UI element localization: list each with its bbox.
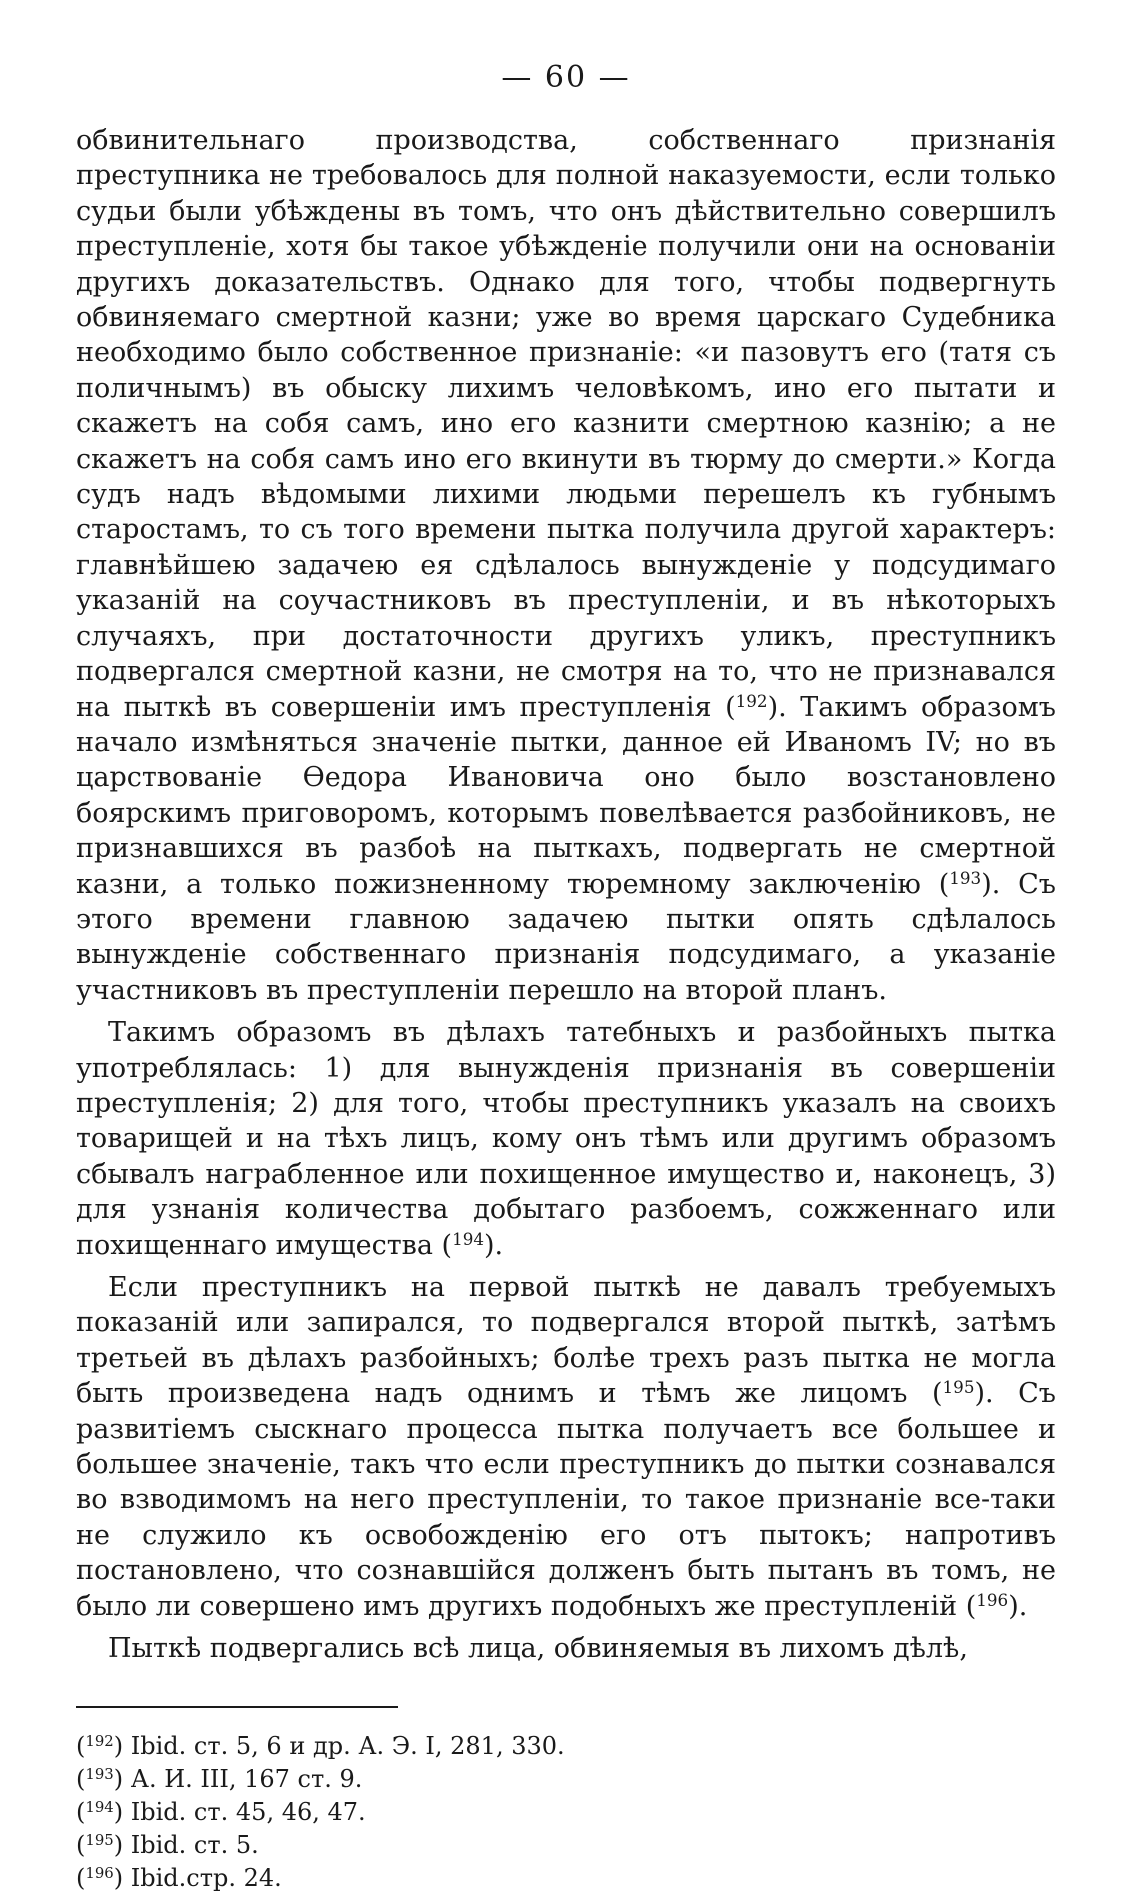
footnote-196: ($^{196}$) Ibid.стр. 24.	[76, 1864, 282, 1893]
paragraph-3-text-a: Если преступникъ на первой пыткѣ не давалъ требуемыхъ показаній или запирался, то подвергался второй пыткѣ, затѣмъ третьей въ дѣлахъ разбойныхъ; болѣе трехъ разъ пытка не могла быть произведена надъ однимъ и тѣмъ же лицомъ (	[76, 1272, 1056, 1410]
footnote-text: Ibid. ст. 45, 46, 47.	[130, 1798, 366, 1827]
footnote-number: 195	[85, 1831, 114, 1850]
footnote-194: ($^{194}$) Ibid. ст. 45, 46, 47.	[76, 1798, 366, 1827]
paragraph-1	[76, 123, 1056, 1008]
paragraph-3-text-c: ).	[1008, 1590, 1028, 1622]
footnote-divider	[76, 1706, 398, 1708]
footnote-192: ($^{192}$) Ibid. ст. 5, 6 и др. А. Э. I, 281, 330.	[76, 1732, 565, 1761]
footnote-number: 192	[85, 1732, 114, 1751]
page-number: — 60 —	[501, 60, 631, 95]
footnote-ref-192[interactable]: 192	[735, 690, 768, 711]
footnote-193: ($^{193}$) А. И. III, 167 ст. 9.	[76, 1765, 363, 1794]
footnote-number: 196	[85, 1864, 114, 1883]
paragraph-3-text-b: ). Съ развитіемъ сыскнаго процесса пытка получаетъ все большее и большее значеніе, такъ что если преступникъ до пытки сознавался во взводимомъ на него преступленіи, то такое признаніе все-таки не служило къ освобожденію его отъ пытокъ; напротивъ постановлено, что сознавшійся долженъ быть пытанъ въ томъ, не было ли совершено имъ другихъ подобныхъ же преступленій (	[76, 1378, 1056, 1622]
footnote-text: Ibid. ст. 5, 6 и др. А. Э. I, 281, 330.	[130, 1732, 565, 1761]
book-page	[76, 60, 1056, 1895]
paragraph-2-text-b: ).	[484, 1229, 504, 1261]
paragraph-1-text-b: ). Такимъ образомъ начало измѣняться значеніе пытки, данное ей Иваномъ IV; но въ царствованіе Өедора Ивановича оно было возстановлено боярскимъ приговоромъ, которымъ повелѣвается разбойниковъ, не признавшихся въ разбоѣ на пыткахъ, подвергать не смертной казни, а только пожизненному тюремному заключенію (	[76, 691, 1056, 900]
paragraph-1-text-a: обвинительнаго производства, собственнаго признанія преступника не требовалось для полной наказуемости, если только судьи были убѣждены въ томъ, что онъ дѣйствительно совершилъ преступленіе, хотя бы такое убѣжденіе получили они на основаніи другихъ доказательствъ. Однако для того, чтобы подвергнуть обвиняемаго смертной казни; уже во время царскаго Судебника необходимо было собственное признаніе: «и пазовутъ его (татя съ поличнымъ) въ обыску лихимъ человѣкомъ, ино его пытати и скажетъ на собя самъ, ино его казнити смертною казнію; а не скажетъ на собя самъ ино его вкинути въ тюрму до смерти.» Когда судъ надъ вѣдомыми лихими людьми перешелъ къ губнымъ старостамъ, то съ того времени пытка получила другой характеръ: главнѣйшею задачею ея сдѣлалось вынужденіе у подсудимаго указаній на соучастниковъ въ преступленіи, и въ нѣкоторыхъ случаяхъ, при достаточности другихъ уликъ, преступникъ подвергался смертной казни, не смотря на то, что не признавался на пыткѣ въ совершеніи имъ преступленія (	[76, 125, 1056, 723]
footnote-ref-195[interactable]: 195	[942, 1377, 975, 1398]
footnote-number: 194	[85, 1798, 114, 1817]
paragraph-3	[76, 1270, 1056, 1624]
footnote-text: А. И. III, 167 ст. 9.	[130, 1765, 363, 1794]
paragraph-4: Пыткѣ подвергались всѣ лица, обвиняемыя въ лихомъ дѣлѣ,	[108, 1633, 968, 1665]
footnote-ref-196[interactable]: 196	[976, 1589, 1009, 1610]
paragraph-2	[76, 1015, 1056, 1263]
footnote-number: 193	[85, 1765, 114, 1784]
paragraph-2-text-a: Такимъ образомъ въ дѣлахъ татебныхъ и разбойныхъ пытка употреблялась: 1) для вынужденія признанія въ совершеніи преступленія; 2) для того, чтобы преступникъ указалъ на своихъ товарищей и на тѣхъ лицъ, кому онъ тѣмъ или другимъ образомъ сбывалъ награбленное или похищенное имущество и, наконецъ, 3) для узнанія количества добытаго разбоемъ, сожженнаго или похищеннаго имущества (	[76, 1017, 1056, 1261]
footnote-text: Ibid.стр. 24.	[130, 1864, 282, 1893]
footnote-ref-193[interactable]: 193	[949, 867, 982, 888]
body-text	[76, 123, 1056, 1666]
footnote-text: Ibid. ст. 5.	[130, 1831, 259, 1860]
paragraph-1-text-c: ). Съ этого времени главною задачею пытки опять сдѣлалось вынужденіе собственнаго признанія подсудимаго, а указаніе участниковъ въ преступленіи перешло на второй планъ.	[76, 868, 1056, 1006]
footnote-ref-194[interactable]: 194	[452, 1228, 485, 1249]
footnote-195: ($^{195}$) Ibid. ст. 5.	[76, 1831, 259, 1860]
footnotes-list	[76, 1730, 1056, 1895]
